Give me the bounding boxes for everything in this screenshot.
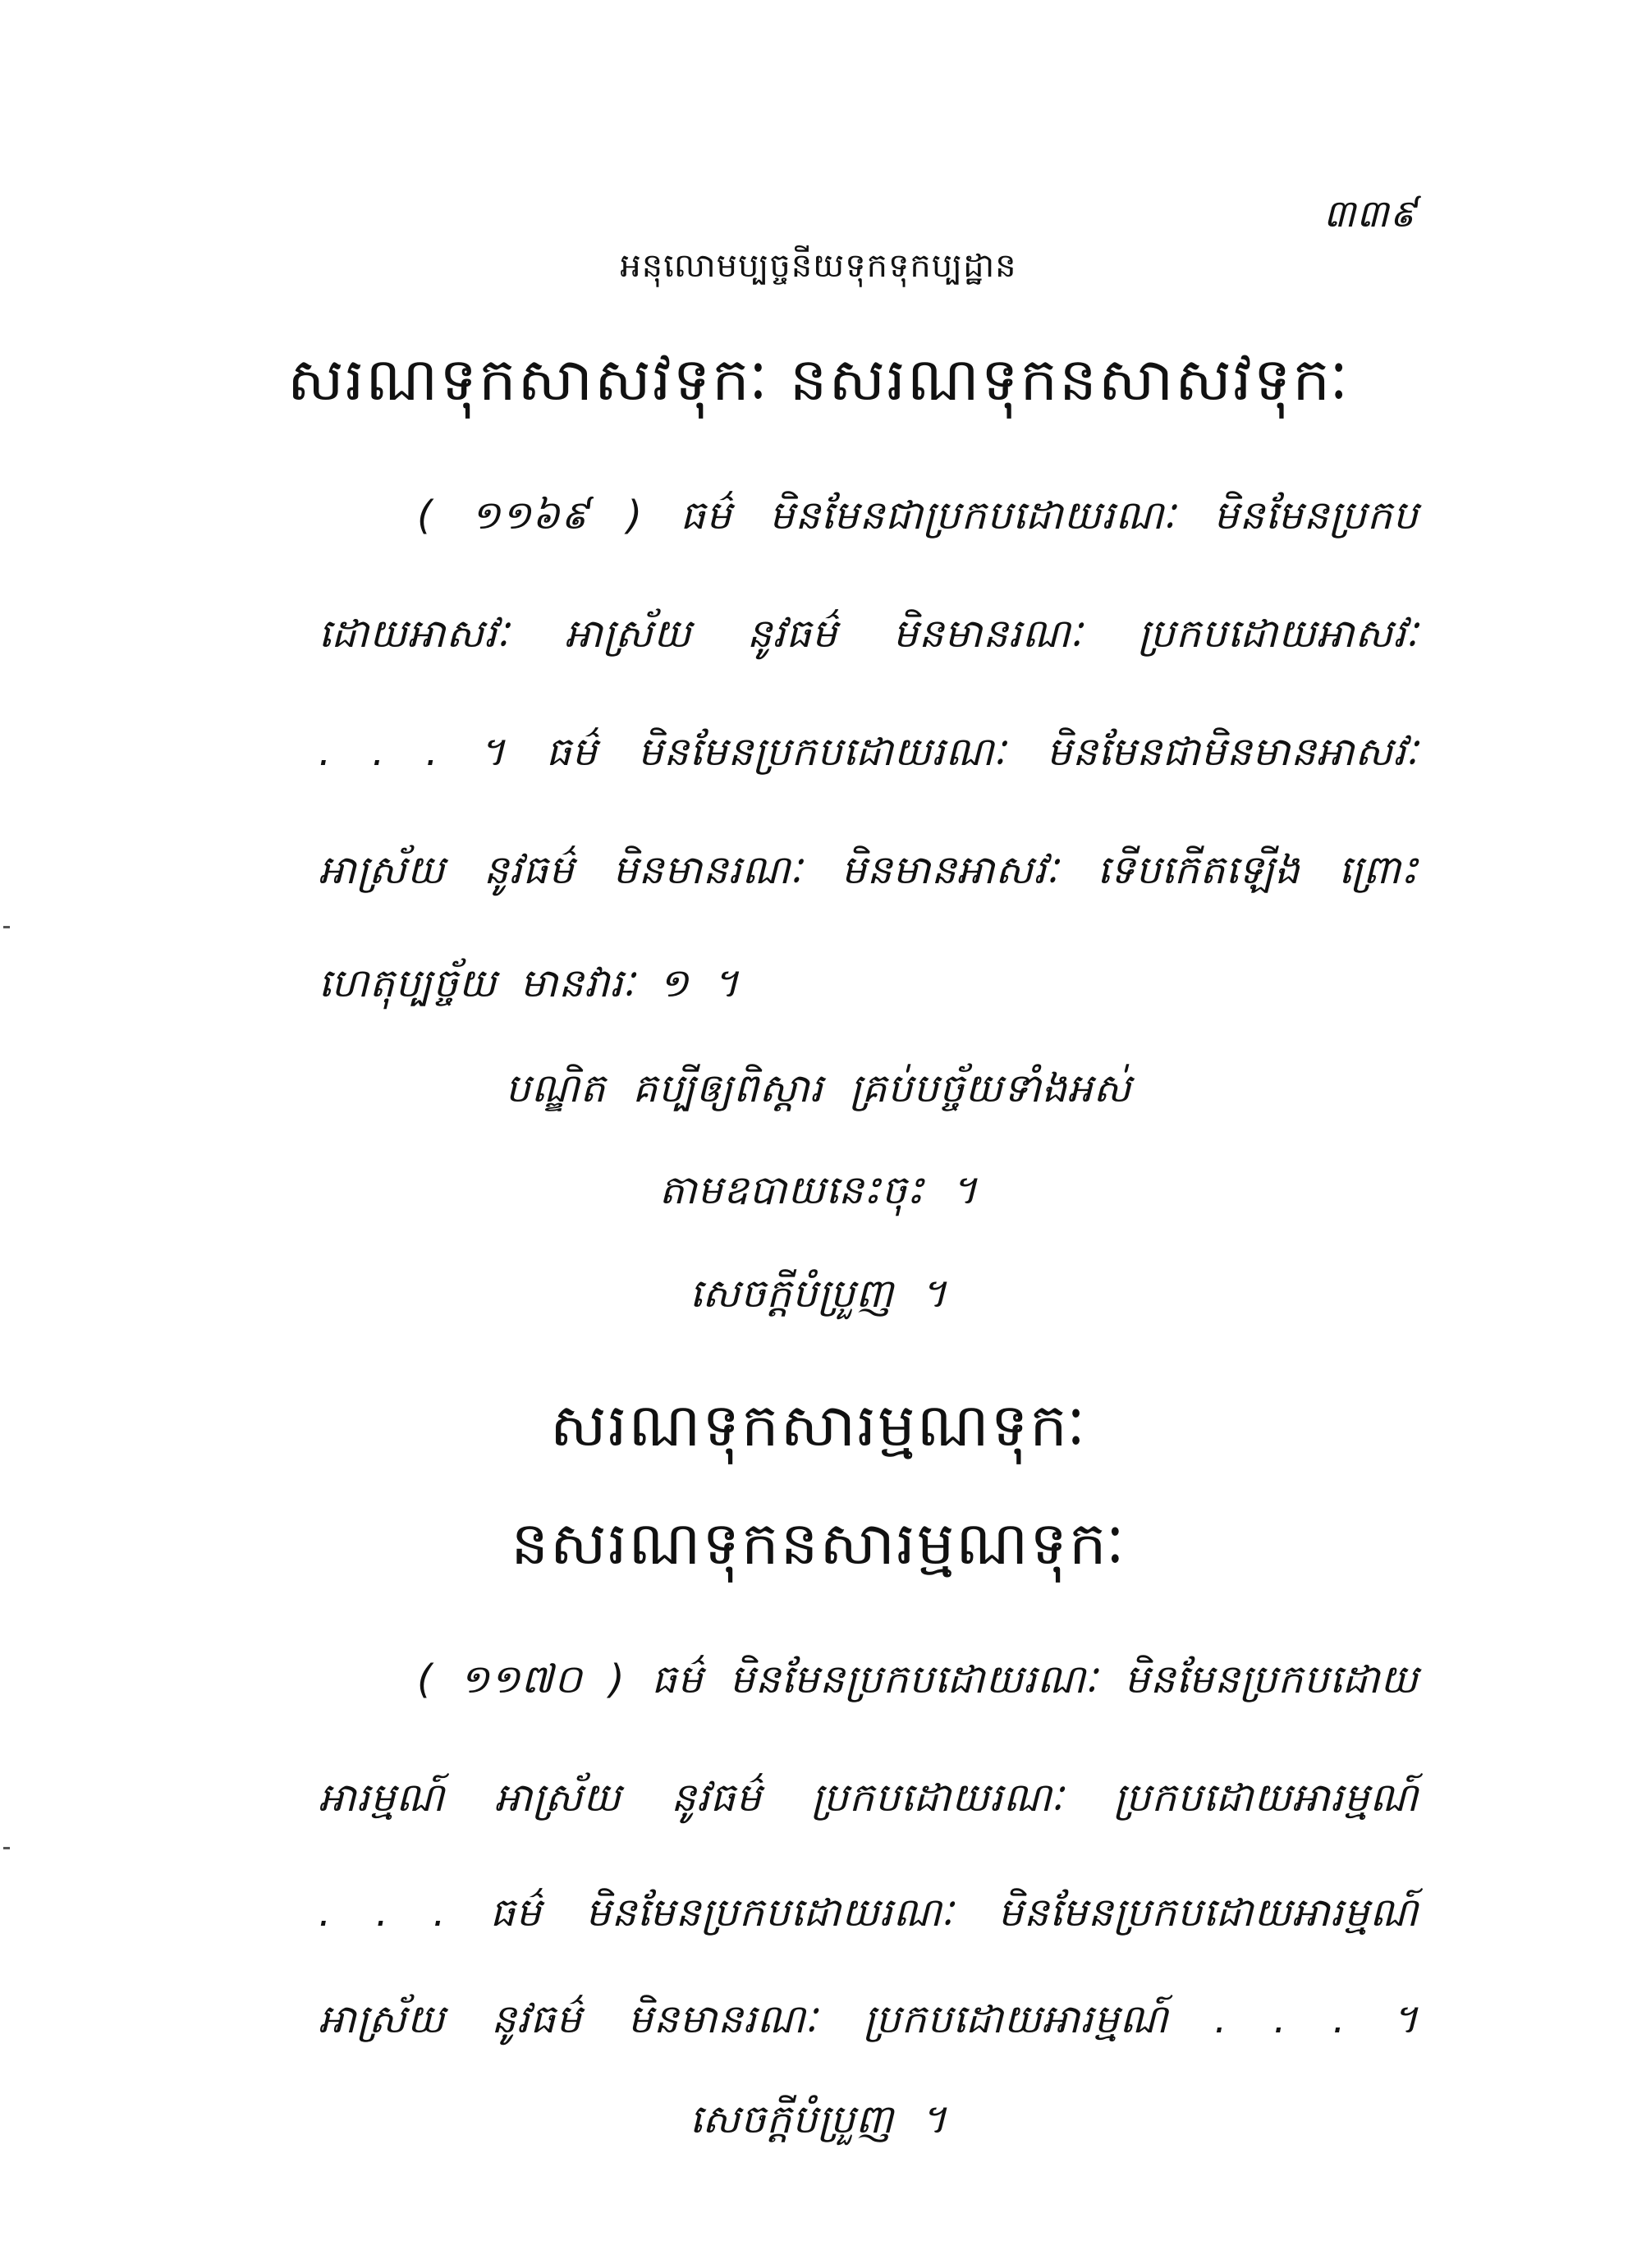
scan-edge-mark: [3, 926, 10, 928]
section-1-closing: សេចក្តីបំប្រួញ ។: [690, 1271, 947, 1317]
paragraph-line: ( ១១៦៩ ) ធម៌ មិនមែនជាប្រកបដោយរណៈ មិនមែនប្រកប: [417, 493, 1419, 538]
section-2-title-line-1: សរណទុកសារម្មណទុកៈ: [550, 1391, 1087, 1459]
running-header: អនុលោមប្បច្ចនីយទុកទុកប្បដ្ឋាន: [620, 247, 1017, 285]
paragraph-line: អាស្រ័យ នូវធម៌ មិនមានរណៈ មិនមានអាសវៈ ទើបកើតឡើង ព្រោះ: [319, 847, 1419, 893]
centered-note-line: បណ្ឌិត គប្បីឲ្យពិស្តារ គ្រប់បច្ច័យទាំងអស់: [505, 1065, 1132, 1111]
centered-note-line: តាមឧបាយនេះចុះ ។: [658, 1167, 979, 1213]
paragraph-line: ( ១១៧០ ) ធម៌ មិនមែនប្រកបដោយរណៈ មិនមែនប្រកបដោយ: [417, 1656, 1419, 1702]
section-2-closing: សេចក្តីបំប្រួញ ។: [690, 2096, 947, 2142]
paragraph-line: . . . ធម៌ មិនមែនប្រកបដោយរណៈ មិនមែនប្រកបដោយអារម្មណ៍: [319, 1890, 1419, 1936]
section-1-title: សរណទុកសាសវទុកៈ នសរណទុកនសាសវទុកៈ: [287, 345, 1350, 414]
paragraph-line: អារម្មណ៍ អាស្រ័យ នូវធម៌ ប្រកបដោយរណៈ ប្រកបដោយអារម្មណ៍: [319, 1775, 1419, 1821]
scan-edge-mark: [3, 1847, 10, 1849]
paragraph-line: ដោយអាសវៈ អាស្រ័យ នូវធម៌ មិនមានរណៈ ប្រកបដោយអាសវៈ: [319, 611, 1419, 657]
paragraph-line: . . . ។ ធម៌ មិនមែនប្រកបដោយរណៈ មិនមែនជាមិនមានអាសវៈ: [319, 729, 1419, 775]
paragraph-line: ហេតុប្បច្ច័យ មានវារៈ ១ ។: [319, 960, 740, 1006]
section-2-title-line-2: នសរណទុកនសារម្មណទុកៈ: [511, 1509, 1126, 1578]
paragraph-line: អាស្រ័យ នូវធម៌ មិនមានរណៈ ប្រកបដោយអារម្មណ៍ . . . ។: [319, 1996, 1419, 2042]
page-number: ៣៣៩: [1323, 191, 1417, 236]
